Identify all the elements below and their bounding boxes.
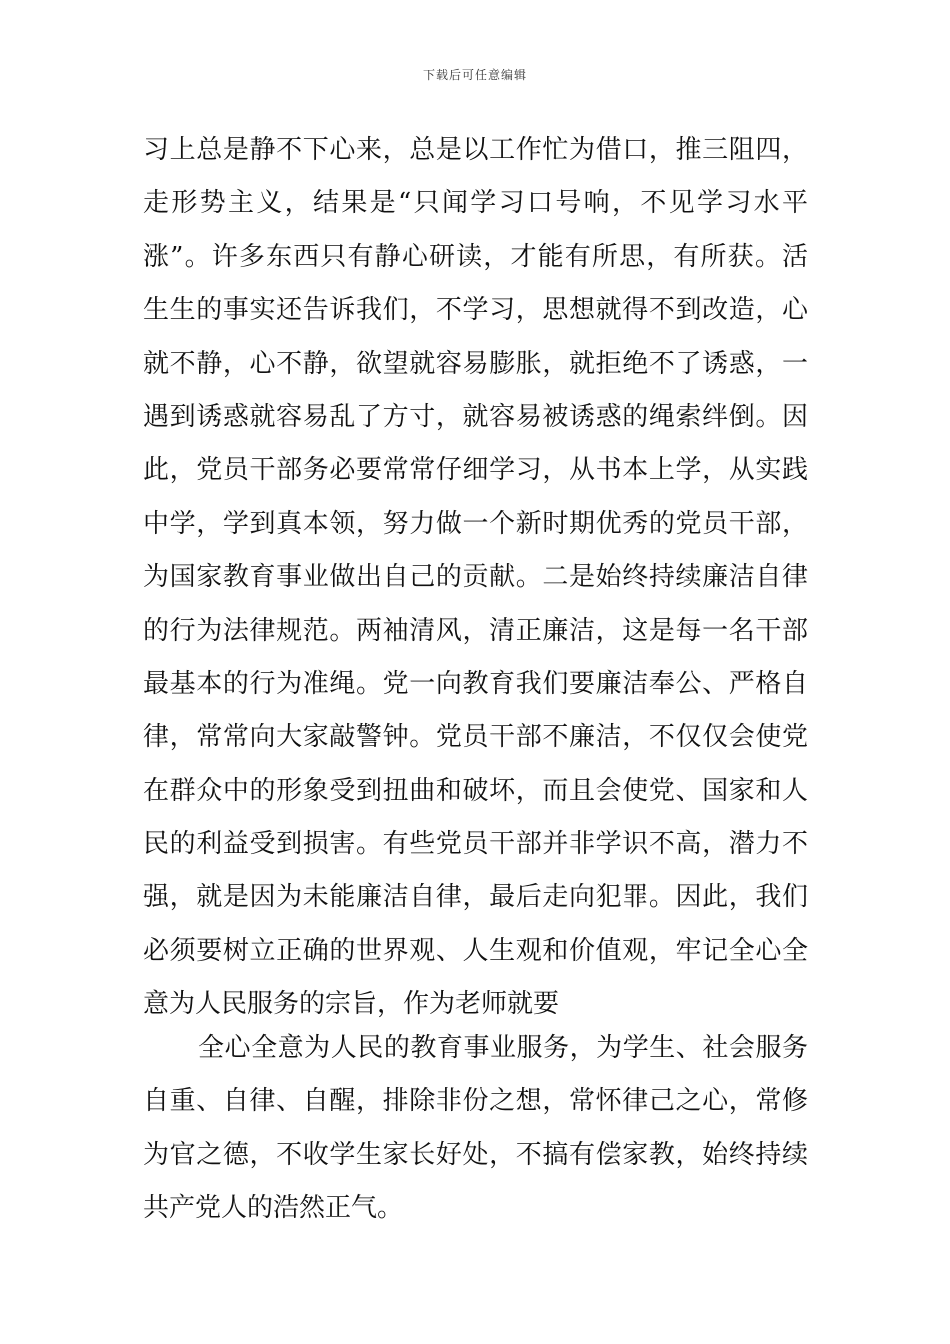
text-line: 自重、自律、自醒，排除非份之想，常怀律己之心，常修 — [143, 1086, 808, 1117]
text-line: 为官之德，不收学生家长好处，不搞有偿家教，始终持续 — [143, 1139, 808, 1170]
text-line: 的行为法律规范。两袖清风，清正廉洁，这是每一名干部 — [143, 615, 808, 646]
body-paragraph-2 — [143, 1022, 808, 1236]
text-line: 在群众中的形象受到扭曲和破坏，而且会使党、国家和人 — [143, 775, 808, 806]
header-note: 下载后可任意编辑 — [422, 68, 527, 82]
text-line: 民的利益受到损害。有些党员干部并非学识不高，潜力不 — [143, 829, 808, 860]
text-line: 生生的事实还告诉我们，不学习，思想就得不到改造，心 — [143, 295, 808, 326]
text-line: 强，就是因为未能廉洁自律，最后走向犯罪。因此，我们 — [143, 882, 808, 913]
text-line: 律，常常向大家敲警钟。党员干部不廉洁，不仅仅会使党 — [143, 722, 808, 753]
text-line: 就不静，心不静，欲望就容易膨胀，就拒绝不了诱惑，一 — [143, 348, 808, 379]
text-line: 必须要树立正确的世界观、人生观和价值观，牢记全心全 — [143, 935, 808, 966]
text-line: 中学，学到真本领，努力做一个新时期优秀的党员干部， — [143, 508, 808, 539]
text-line: 遇到诱惑就容易乱了方寸，就容易被诱惑的绳索绊倒。因 — [143, 401, 808, 432]
text-line: 此，党员干部务必要常常仔细学习，从书本上学，从实践 — [143, 455, 808, 486]
text-line: 最基本的行为准绳。党一向教育我们要廉洁奉公、严格自 — [143, 668, 808, 699]
text-line: 涨”。许多东西只有静心研读，才能有所思，有所获。活 — [143, 241, 808, 272]
text-line: 全心全意为人民的教育事业服务，为学生、社会服务 — [198, 1033, 808, 1063]
body-paragraph-1 — [143, 124, 808, 1032]
text-line: 意为人民服务的宗旨，作为老师就要 — [143, 989, 560, 1020]
text-line: 共产党人的浩然正气。 — [143, 1193, 404, 1224]
text-line: 为国家教育事业做出自己的贡献。二是始终持续廉洁自律 — [143, 562, 808, 593]
text-line: 习上总是静不下心来，总是以工作忙为借口，推三阻四， — [143, 135, 808, 165]
text-line: 走形势主义，结果是“只闻学习口号响，不见学习水平 — [143, 188, 808, 219]
